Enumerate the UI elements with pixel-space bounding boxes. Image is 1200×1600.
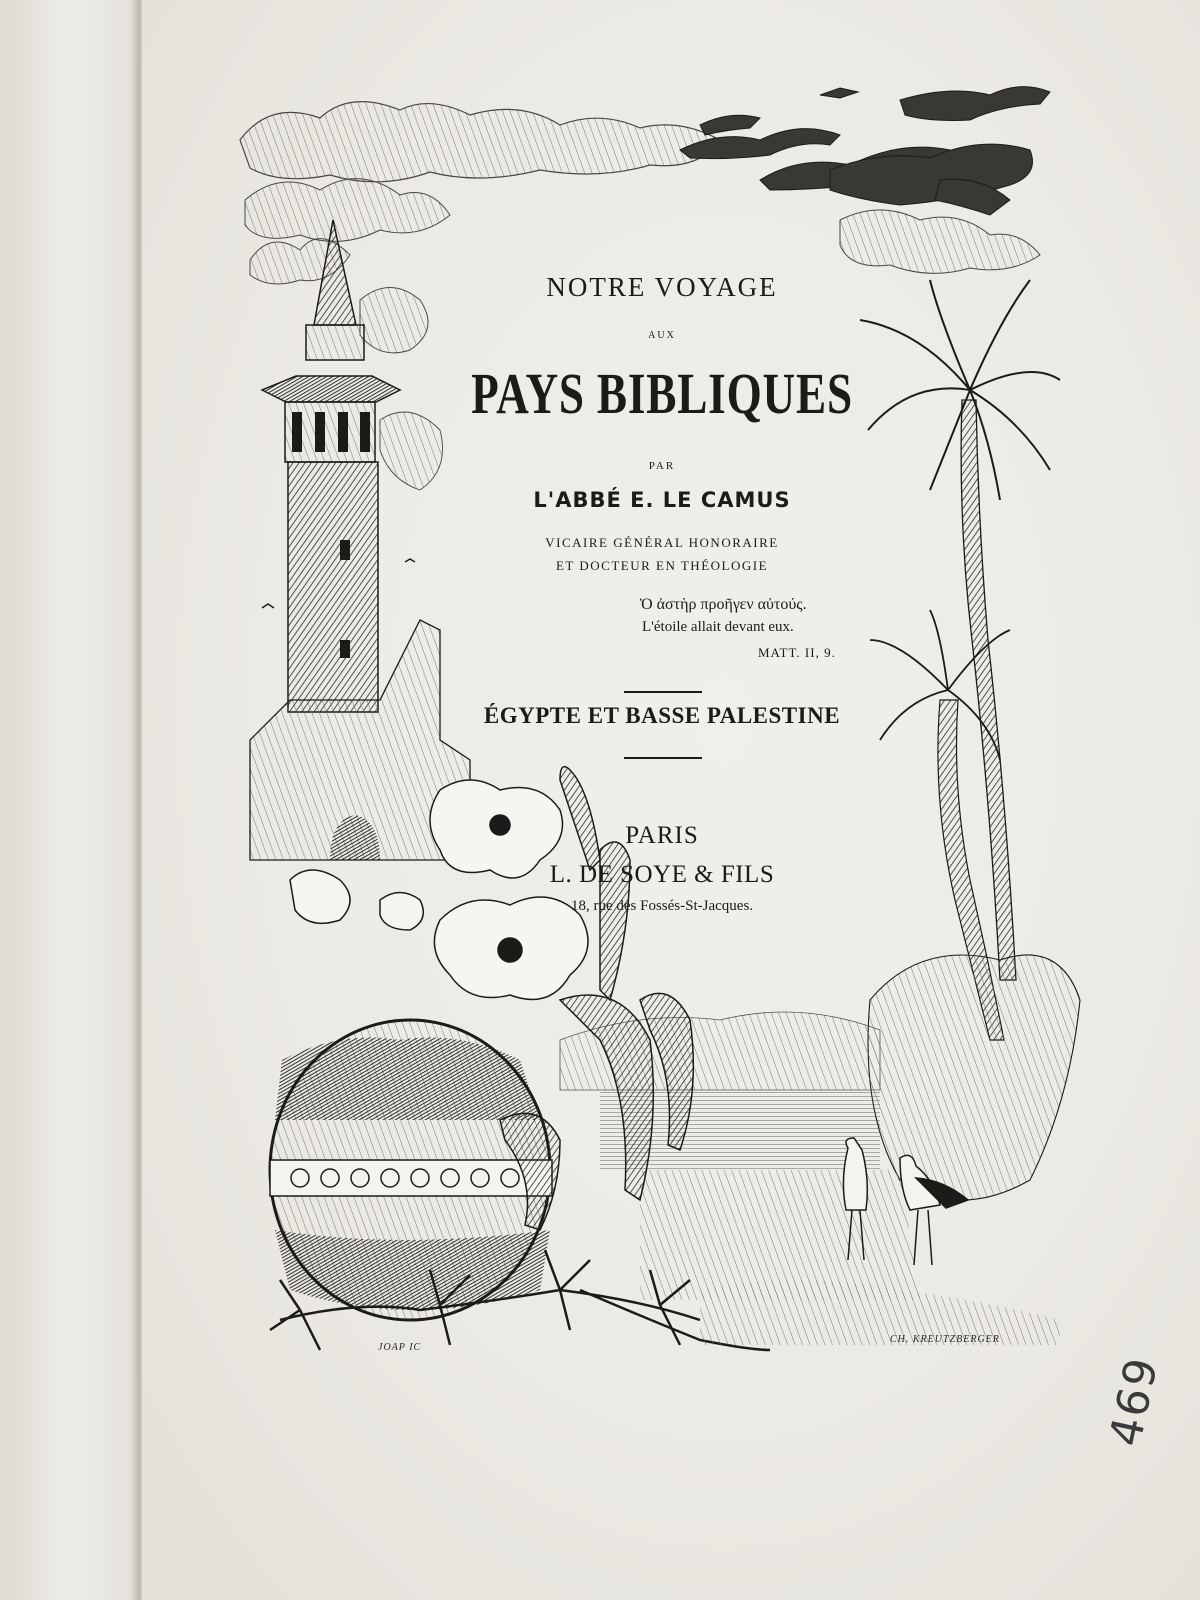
engraver-signature: JOAP IC: [378, 1342, 422, 1353]
author-credentials-2: ET DOCTEUR EN THÉOLOGIE: [555, 558, 769, 573]
oval-vignette: [270, 1020, 552, 1320]
publication-city: PARIS: [625, 822, 699, 849]
epigraph-reference: MATT. II, 9.: [758, 645, 836, 660]
artist-signature: CH. KREUTZBERGER: [890, 1334, 1000, 1345]
author-name: L'ABBÉ E. LE CAMUS: [533, 488, 791, 512]
title-connector: AUX: [648, 330, 676, 341]
flying-birds: [680, 87, 1050, 215]
divider-top: [624, 691, 702, 693]
epigraph-french: L'étoile allait devant eux.: [642, 619, 794, 635]
main-title: PAYS BIBLIQUES: [471, 361, 853, 426]
epigraph-greek: Ὁ ἀστὴρ προῆγεν αὐτούς.: [640, 596, 807, 613]
publisher-address: 18, rue des Fossés-St-Jacques.: [570, 898, 754, 914]
publisher-name: L. DE SOYE & FILS: [549, 861, 775, 888]
title-line-1: NOTRE VOYAGE: [546, 272, 778, 302]
divider-bottom: [624, 757, 702, 759]
by-line: PAR: [648, 460, 676, 472]
foreground-ground: [700, 1280, 1060, 1345]
subtitle: ÉGYPTE ET BASSE PALESTINE: [483, 703, 841, 728]
author-credentials-1: VICAIRE GÉNÉRAL HONORAIRE: [545, 535, 779, 550]
handwritten-number: 469: [1100, 1351, 1169, 1451]
